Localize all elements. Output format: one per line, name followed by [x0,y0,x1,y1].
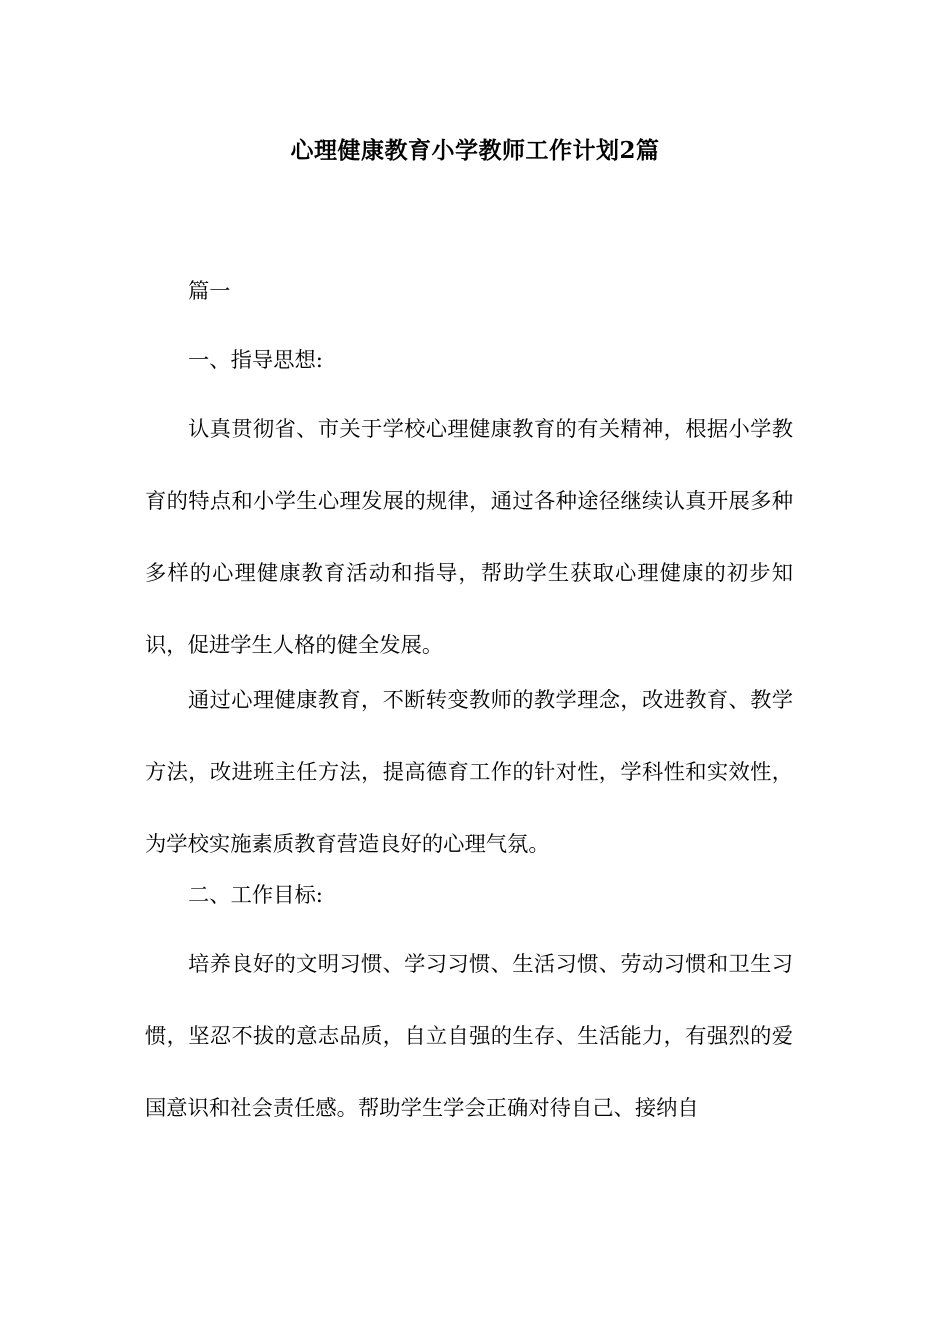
document-title: 心理健康教育小学教师工作计划2篇 [290,137,660,164]
body-paragraph: 认真贯彻省、市关于学校心理健康教育的有关精神，根据小学教育的特点和小学生心理发展的规律，通过各种途径继续认真开展多种多样的心理健康教育活动和指导，帮助学生获取心理健康的初步知识，促进学生人格的健全发展。 [145,417,793,658]
section-heading: 二、工作目标: [188,883,323,908]
section-heading: 一、指导思想: [188,348,323,373]
document-body [145,273,793,1141]
body-paragraph: 通过心理健康教育，不断转变教师的教学理念，改进教育、教学方法，改进班主任方法，提高德育工作的针对性，学科性和实效性，为学校实施素质教育营造良好的心理气氛。 [145,688,793,857]
body-paragraph: 培养良好的文明习惯、学习习惯、生活习惯、劳动习惯和卫生习惯，坚忍不拔的意志品质，自立自强的生存、生活能力，有强烈的爱国意识和社会责任感。帮助学生学会正确对待自己、接纳自 [145,952,793,1121]
section-label: 篇一 [188,279,231,304]
